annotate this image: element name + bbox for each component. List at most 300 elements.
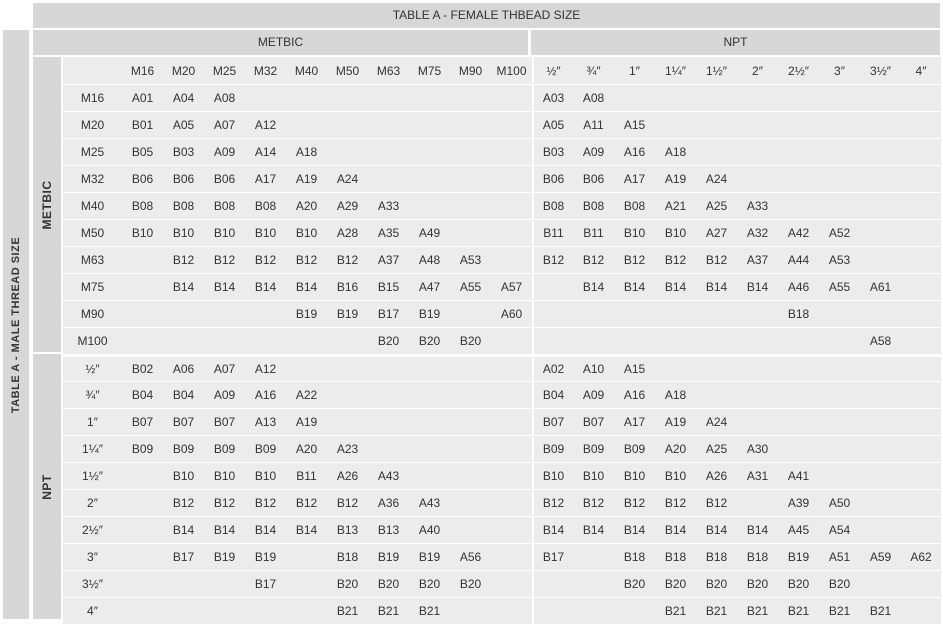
table-cell: B05 — [122, 139, 163, 166]
table-cell: A22 — [286, 382, 327, 409]
table-cell: B09 — [614, 436, 655, 463]
table-cell: A20 — [286, 436, 327, 463]
side-title: TABLE A - MALE THREAD SIZE — [10, 236, 22, 413]
table-cell — [245, 85, 286, 112]
table-cell — [860, 301, 901, 328]
table-cell — [737, 382, 778, 409]
table-cell: A19 — [286, 166, 327, 193]
column-header: M50 — [327, 57, 368, 85]
table-cell — [778, 328, 819, 355]
table-cell: A11 — [573, 112, 614, 139]
table-cell — [204, 328, 245, 355]
table-cell — [450, 85, 491, 112]
table-cell: B12 — [204, 490, 245, 517]
table-cell — [901, 436, 941, 463]
table-cell: B20 — [327, 571, 368, 598]
table-cell — [286, 328, 327, 355]
table-cell: B09 — [245, 436, 286, 463]
table-cell: B10 — [163, 463, 204, 490]
table-cell — [450, 409, 491, 436]
table-cell — [204, 598, 245, 625]
table-cell: A25 — [696, 193, 737, 220]
table-cell — [122, 490, 163, 517]
table-cell: B06 — [122, 166, 163, 193]
table-row — [63, 355, 941, 382]
table-cell — [696, 85, 737, 112]
table-cell: B12 — [327, 490, 368, 517]
table-cell — [860, 247, 901, 274]
table-cell: A20 — [286, 193, 327, 220]
table-cell — [901, 463, 941, 490]
table-cell: A47 — [409, 274, 450, 301]
table-cell: B18 — [696, 544, 737, 571]
table-cell — [901, 112, 941, 139]
table-cell — [491, 436, 532, 463]
column-header: 1½″ — [696, 57, 737, 85]
table-cell: B19 — [409, 544, 450, 571]
table-cell: A35 — [368, 220, 409, 247]
table-row — [63, 139, 941, 166]
table-cell: A17 — [245, 166, 286, 193]
table-title: TABLE A - FEMALE THBEAD SIZE — [33, 3, 940, 28]
table-cell — [532, 598, 573, 625]
column-header: 2″ — [737, 57, 778, 85]
table-cell — [860, 355, 901, 382]
table-cell: B19 — [327, 301, 368, 328]
table-cell: B17 — [245, 571, 286, 598]
table-cell — [737, 301, 778, 328]
table-cell — [655, 112, 696, 139]
table-cell: B10 — [573, 463, 614, 490]
table-cell — [204, 301, 245, 328]
table-cell: A12 — [245, 112, 286, 139]
table-cell — [491, 220, 532, 247]
table-cell: A55 — [450, 274, 491, 301]
table-cell — [286, 85, 327, 112]
metric-side-group — [33, 57, 61, 352]
table-cell: B19 — [778, 544, 819, 571]
table-cell: B08 — [532, 193, 573, 220]
table-cell — [204, 571, 245, 598]
table-cell: A16 — [614, 382, 655, 409]
table-cell: B20 — [368, 328, 409, 355]
table-cell — [368, 436, 409, 463]
table-cell: B09 — [122, 436, 163, 463]
row-header: 2″ — [63, 490, 122, 517]
table-cell — [491, 598, 532, 625]
table-row — [63, 85, 941, 112]
table-cell: A39 — [778, 490, 819, 517]
table-cell: A33 — [368, 193, 409, 220]
table-cell — [122, 328, 163, 355]
table-cell — [860, 463, 901, 490]
row-header: 3½″ — [63, 571, 122, 598]
table-cell — [286, 544, 327, 571]
table-cell — [860, 193, 901, 220]
table-cell: A14 — [245, 139, 286, 166]
table-cell: A15 — [614, 112, 655, 139]
table-cell — [491, 517, 532, 544]
table-cell — [819, 409, 860, 436]
table-row — [63, 436, 941, 463]
table-cell — [450, 355, 491, 382]
table-cell: B12 — [532, 247, 573, 274]
table-row — [63, 328, 941, 355]
table-cell: B18 — [327, 544, 368, 571]
table-cell — [491, 382, 532, 409]
column-header: 3″ — [819, 57, 860, 85]
table-cell: A08 — [204, 85, 245, 112]
table-row — [63, 247, 941, 274]
row-header: 3″ — [63, 544, 122, 571]
table-cell: A55 — [819, 274, 860, 301]
table-cell — [409, 463, 450, 490]
row-header: 4″ — [63, 598, 122, 625]
table-cell: B19 — [245, 544, 286, 571]
table-cell — [778, 139, 819, 166]
table-cell: B07 — [532, 409, 573, 436]
table-cell: B02 — [122, 355, 163, 382]
row-header: 1″ — [63, 409, 122, 436]
table-cell: B09 — [532, 436, 573, 463]
table-cell: B08 — [204, 193, 245, 220]
table-cell: A02 — [532, 355, 573, 382]
table-cell: B07 — [163, 409, 204, 436]
table-cell: A19 — [655, 409, 696, 436]
table-cell: A15 — [614, 355, 655, 382]
table-cell: B12 — [614, 490, 655, 517]
table-cell: B12 — [245, 247, 286, 274]
table-cell — [327, 409, 368, 436]
table-cell — [901, 355, 941, 382]
table-cell: A17 — [614, 409, 655, 436]
table-cell — [368, 409, 409, 436]
table-cell: B20 — [655, 571, 696, 598]
table-cell — [696, 355, 737, 382]
table-cell — [368, 139, 409, 166]
metric-group-header: METBIC — [33, 30, 528, 55]
table-cell: A40 — [409, 517, 450, 544]
table-cell — [122, 598, 163, 625]
table-cell: A33 — [737, 193, 778, 220]
table-cell: B17 — [163, 544, 204, 571]
table-cell — [901, 247, 941, 274]
table-cell: B14 — [532, 517, 573, 544]
table-cell: B08 — [122, 193, 163, 220]
table-cell: B18 — [778, 301, 819, 328]
table-row — [63, 544, 941, 571]
table-cell — [491, 544, 532, 571]
table-cell — [860, 382, 901, 409]
table-cell: B06 — [532, 166, 573, 193]
table-cell: B20 — [409, 328, 450, 355]
table-cell: B21 — [327, 598, 368, 625]
column-header: M75 — [409, 57, 450, 85]
table-cell: B12 — [245, 490, 286, 517]
table-cell: A18 — [655, 139, 696, 166]
table-cell: B10 — [163, 220, 204, 247]
row-header: ½″ — [63, 355, 122, 382]
table-cell: B14 — [696, 517, 737, 544]
table-cell — [819, 301, 860, 328]
table-cell — [532, 571, 573, 598]
table-cell: A19 — [286, 409, 327, 436]
table-cell — [368, 112, 409, 139]
table-cell: A56 — [450, 544, 491, 571]
row-header: ¾″ — [63, 382, 122, 409]
table-cell: B21 — [696, 598, 737, 625]
table-row — [63, 382, 941, 409]
table-cell: A45 — [778, 517, 819, 544]
table-cell: B14 — [204, 274, 245, 301]
table-cell — [368, 355, 409, 382]
table-cell: B14 — [204, 517, 245, 544]
npt-side-group — [33, 354, 61, 619]
table-row — [63, 112, 941, 139]
table-cell: B07 — [122, 409, 163, 436]
table-cell: A53 — [450, 247, 491, 274]
table-cell: A10 — [573, 355, 614, 382]
table-cell: B12 — [163, 247, 204, 274]
table-cell: A54 — [819, 517, 860, 544]
table-cell — [122, 571, 163, 598]
column-header: M20 — [163, 57, 204, 85]
table-cell: A37 — [368, 247, 409, 274]
table-cell — [532, 301, 573, 328]
row-header: M16 — [63, 85, 122, 112]
table-cell — [860, 220, 901, 247]
table-cell: A08 — [573, 85, 614, 112]
column-header: M25 — [204, 57, 245, 85]
table-cell: A58 — [860, 328, 901, 355]
table-cell — [901, 301, 941, 328]
table-cell: B21 — [409, 598, 450, 625]
table-cell: A42 — [778, 220, 819, 247]
table-cell — [491, 166, 532, 193]
table-cell: B04 — [532, 382, 573, 409]
table-cell: B14 — [655, 274, 696, 301]
table-cell — [450, 598, 491, 625]
table-cell — [819, 139, 860, 166]
table-cell — [737, 166, 778, 193]
table-cell: B11 — [532, 220, 573, 247]
table-cell: A16 — [245, 382, 286, 409]
column-header: M63 — [368, 57, 409, 85]
table-cell — [409, 166, 450, 193]
table-cell — [614, 301, 655, 328]
table-cell — [409, 409, 450, 436]
table-cell: B04 — [122, 382, 163, 409]
table-cell — [327, 139, 368, 166]
table-cell: B14 — [614, 274, 655, 301]
table-cell: A09 — [573, 382, 614, 409]
table-cell — [901, 490, 941, 517]
column-header: M40 — [286, 57, 327, 85]
table-cell: B10 — [655, 220, 696, 247]
table-cell: B14 — [163, 274, 204, 301]
table-cell — [122, 247, 163, 274]
table-cell — [737, 355, 778, 382]
table-cell: A01 — [122, 85, 163, 112]
table-cell: B09 — [204, 436, 245, 463]
table-row — [63, 490, 941, 517]
table-cell: A06 — [163, 355, 204, 382]
table-cell — [901, 220, 941, 247]
table-cell: A04 — [163, 85, 204, 112]
row-header: 2½″ — [63, 517, 122, 544]
column-header-row — [63, 57, 941, 85]
table-cell: B12 — [327, 247, 368, 274]
table-cell: B08 — [573, 193, 614, 220]
table-cell — [450, 193, 491, 220]
table-cell: B21 — [860, 598, 901, 625]
table-cell: A26 — [696, 463, 737, 490]
table-cell — [450, 166, 491, 193]
table-cell: A07 — [204, 112, 245, 139]
table-cell: B10 — [532, 463, 573, 490]
table-cell — [778, 355, 819, 382]
table-cell: A49 — [409, 220, 450, 247]
table-cell — [901, 166, 941, 193]
table-cell: A20 — [655, 436, 696, 463]
table-cell — [778, 193, 819, 220]
table-cell: A09 — [573, 139, 614, 166]
column-header: M16 — [122, 57, 163, 85]
table-cell: B12 — [573, 247, 614, 274]
column-header: M32 — [245, 57, 286, 85]
table-cell: B14 — [655, 517, 696, 544]
table-cell: A53 — [819, 247, 860, 274]
table-cell: B12 — [655, 490, 696, 517]
table-cell: B03 — [532, 139, 573, 166]
table-cell — [491, 490, 532, 517]
table-cell — [409, 193, 450, 220]
table-cell: A59 — [860, 544, 901, 571]
table-cell — [819, 85, 860, 112]
table-cell — [737, 490, 778, 517]
table-cell — [655, 301, 696, 328]
table-cell: A05 — [532, 112, 573, 139]
table-cell — [901, 571, 941, 598]
table-cell — [245, 328, 286, 355]
table-cell: B17 — [368, 301, 409, 328]
table-cell: B07 — [204, 409, 245, 436]
table-cell — [491, 112, 532, 139]
table-cell: A32 — [737, 220, 778, 247]
table-cell: B10 — [614, 220, 655, 247]
table-cell — [573, 544, 614, 571]
table-cell: A44 — [778, 247, 819, 274]
table-cell: B12 — [286, 490, 327, 517]
table-cell — [573, 571, 614, 598]
column-header: ½″ — [532, 57, 573, 85]
corner-cell — [63, 57, 122, 85]
table-cell — [368, 382, 409, 409]
table-cell: A62 — [901, 544, 941, 571]
table-cell: B18 — [655, 544, 696, 571]
table-cell: B14 — [614, 517, 655, 544]
table-cell: B11 — [573, 220, 614, 247]
table-cell — [778, 166, 819, 193]
table-cell — [860, 409, 901, 436]
table-cell — [491, 571, 532, 598]
table-cell — [491, 328, 532, 355]
table-cell — [532, 328, 573, 355]
table-cell: B20 — [819, 571, 860, 598]
table-cell — [122, 274, 163, 301]
table-cell: B07 — [573, 409, 614, 436]
table-cell — [819, 166, 860, 193]
table-cell: A23 — [327, 436, 368, 463]
table-cell: B14 — [737, 517, 778, 544]
table-cell — [327, 112, 368, 139]
table-cell: A50 — [819, 490, 860, 517]
table-cell: B19 — [204, 544, 245, 571]
table-cell: B13 — [368, 517, 409, 544]
table-cell: B20 — [778, 571, 819, 598]
table-cell: B10 — [204, 463, 245, 490]
table-cell: A19 — [655, 166, 696, 193]
table-cell: A18 — [655, 382, 696, 409]
table-cell — [122, 301, 163, 328]
table-cell: A46 — [778, 274, 819, 301]
table-cell — [737, 85, 778, 112]
table-cell: B12 — [696, 490, 737, 517]
table-cell — [819, 355, 860, 382]
table-cell: B10 — [286, 220, 327, 247]
table-cell — [819, 463, 860, 490]
table-cell — [450, 301, 491, 328]
table-cell — [819, 436, 860, 463]
table-cell — [819, 112, 860, 139]
row-header: M50 — [63, 220, 122, 247]
table-cell — [901, 517, 941, 544]
table-row — [63, 301, 941, 328]
row-header: M20 — [63, 112, 122, 139]
npt-group-header: NPT — [531, 30, 940, 55]
table-cell — [901, 193, 941, 220]
table-cell — [655, 85, 696, 112]
table-cell: A31 — [737, 463, 778, 490]
column-header: 3½″ — [860, 57, 901, 85]
table-cell — [737, 139, 778, 166]
table-cell — [122, 463, 163, 490]
table-cell — [860, 571, 901, 598]
table-cell: A61 — [860, 274, 901, 301]
table-cell: A18 — [286, 139, 327, 166]
table-cell: A28 — [327, 220, 368, 247]
table-cell — [163, 301, 204, 328]
npt-side-label: NPT — [40, 473, 54, 500]
table-cell: B14 — [286, 274, 327, 301]
table-cell: A48 — [409, 247, 450, 274]
table-cell — [491, 247, 532, 274]
table-cell: A03 — [532, 85, 573, 112]
table-row — [63, 166, 941, 193]
table-cell — [614, 598, 655, 625]
table-cell: B11 — [286, 463, 327, 490]
side-title-bar — [3, 30, 29, 619]
table-cell: B12 — [696, 247, 737, 274]
column-header: ¾″ — [573, 57, 614, 85]
table-cell — [860, 139, 901, 166]
table-cell: B21 — [778, 598, 819, 625]
table-cell: A13 — [245, 409, 286, 436]
table-cell — [901, 274, 941, 301]
table-cell: B21 — [737, 598, 778, 625]
table-cell — [696, 139, 737, 166]
table-cell — [778, 85, 819, 112]
